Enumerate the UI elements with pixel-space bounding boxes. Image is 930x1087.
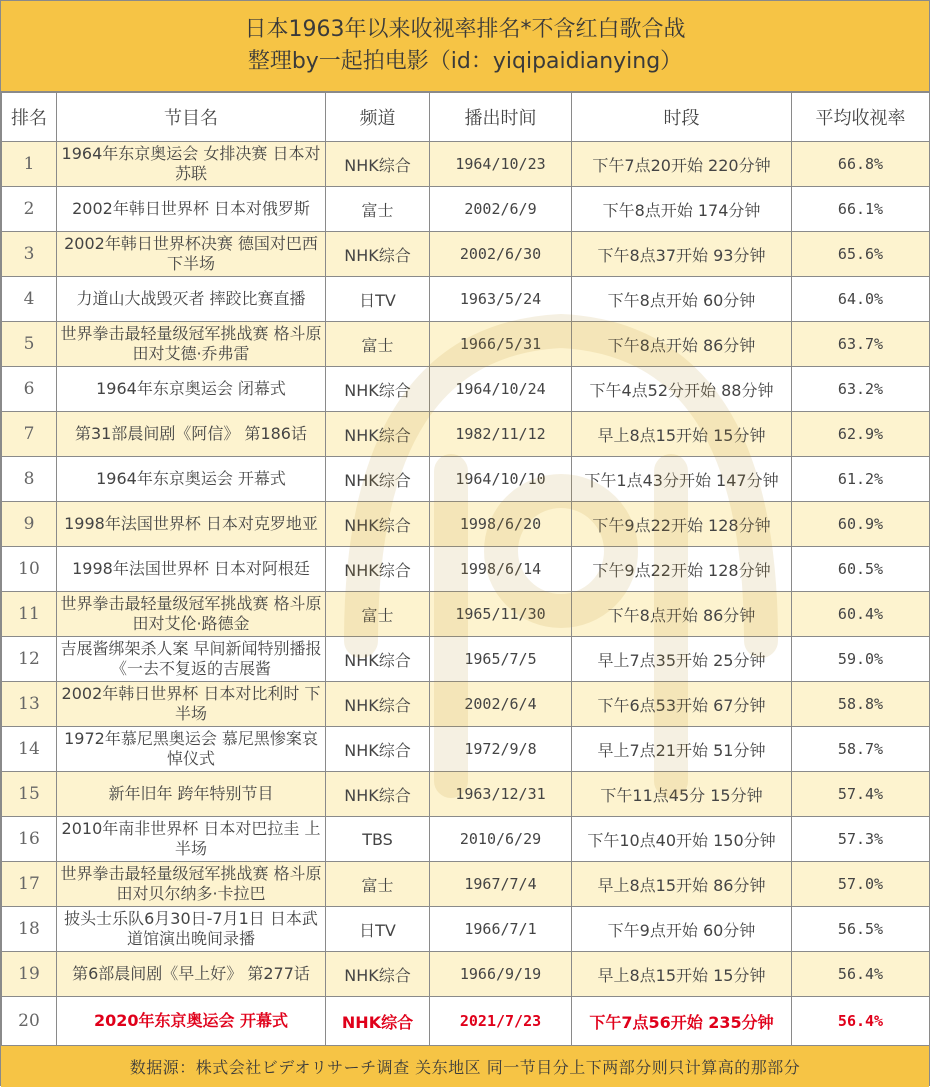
rank-cell: 2	[2, 187, 57, 232]
date-cell: 1998/6/14	[430, 547, 572, 592]
program-name-cell: 1998年法国世界杯 日本对阿根廷	[57, 547, 326, 592]
table-row	[2, 997, 930, 1046]
program-name-cell: 力道山大战毁灭者 摔跤比赛直播	[57, 277, 326, 322]
time-slot-cell: 下午7点20开始 220分钟	[572, 142, 792, 187]
rank-cell: 19	[2, 952, 57, 997]
program-name-cell: 1964年东京奥运会 闭幕式	[57, 367, 326, 412]
rank-cell: 1	[2, 142, 57, 187]
table-row	[2, 727, 930, 772]
channel-cell: NHK综合	[326, 997, 430, 1046]
program-name-cell: 第31部晨间剧《阿信》 第186话	[57, 412, 326, 457]
table-row	[2, 772, 930, 817]
channel-cell: NHK综合	[326, 457, 430, 502]
col-header-slot: 时段	[572, 93, 792, 142]
program-name-cell: 2002年韩日世界杯决赛 德国对巴西 下半场	[57, 232, 326, 277]
date-cell: 1982/11/12	[430, 412, 572, 457]
table-row	[2, 862, 930, 907]
rating-cell: 57.3%	[792, 817, 930, 862]
time-slot-cell: 下午6点53开始 67分钟	[572, 682, 792, 727]
title-banner	[1, 1, 929, 92]
table-row	[2, 457, 930, 502]
rank-cell: 5	[2, 322, 57, 367]
date-cell: 1998/6/20	[430, 502, 572, 547]
program-name-cell: 世界拳击最轻量级冠军挑战赛 格斗原田对艾伦·路德金	[57, 592, 326, 637]
rating-cell: 64.0%	[792, 277, 930, 322]
time-slot-cell: 早上7点21开始 51分钟	[572, 727, 792, 772]
date-cell: 1963/5/24	[430, 277, 572, 322]
time-slot-cell: 下午9点22开始 128分钟	[572, 547, 792, 592]
table-row	[2, 187, 930, 232]
rank-cell: 10	[2, 547, 57, 592]
channel-cell: NHK综合	[326, 727, 430, 772]
channel-cell: TBS	[326, 817, 430, 862]
rank-cell: 20	[2, 997, 57, 1046]
table-row	[2, 502, 930, 547]
channel-cell: 富士	[326, 322, 430, 367]
program-name-cell: 1972年慕尼黑奥运会 慕尼黑惨案哀悼仪式	[57, 727, 326, 772]
date-cell: 2021/7/23	[430, 997, 572, 1046]
date-cell: 1967/7/4	[430, 862, 572, 907]
program-name-cell: 新年旧年 跨年特别节目	[57, 772, 326, 817]
date-cell: 1965/11/30	[430, 592, 572, 637]
rank-cell: 11	[2, 592, 57, 637]
time-slot-cell: 下午4点52分开始 88分钟	[572, 367, 792, 412]
date-cell: 1964/10/24	[430, 367, 572, 412]
rank-cell: 4	[2, 277, 57, 322]
channel-cell: 富士	[326, 862, 430, 907]
rating-cell: 61.2%	[792, 457, 930, 502]
rating-cell: 63.2%	[792, 367, 930, 412]
rating-cell: 57.4%	[792, 772, 930, 817]
rating-cell: 60.5%	[792, 547, 930, 592]
rank-cell: 6	[2, 367, 57, 412]
time-slot-cell: 下午1点43分开始 147分钟	[572, 457, 792, 502]
channel-cell: NHK综合	[326, 142, 430, 187]
rating-cell: 57.0%	[792, 862, 930, 907]
date-cell: 1972/9/8	[430, 727, 572, 772]
program-name-cell: 2020年东京奥运会 开幕式	[57, 997, 326, 1046]
time-slot-cell: 下午7点56开始 235分钟	[572, 997, 792, 1046]
table-row	[2, 142, 930, 187]
channel-cell: NHK综合	[326, 367, 430, 412]
rating-cell: 56.4%	[792, 952, 930, 997]
program-name-cell: 2010年南非世界杯 日本对巴拉圭 上半场	[57, 817, 326, 862]
time-slot-cell: 下午9点开始 60分钟	[572, 907, 792, 952]
rank-cell: 9	[2, 502, 57, 547]
table-body	[2, 142, 930, 1046]
ratings-table	[1, 92, 930, 1046]
time-slot-cell: 早上7点35开始 25分钟	[572, 637, 792, 682]
table-row	[2, 412, 930, 457]
program-name-cell: 世界拳击最轻量级冠军挑战赛 格斗原田对艾德·乔弗雷	[57, 322, 326, 367]
date-cell: 2002/6/9	[430, 187, 572, 232]
time-slot-cell: 下午8点开始 86分钟	[572, 322, 792, 367]
col-header-channel: 频道	[326, 93, 430, 142]
rating-cell: 59.0%	[792, 637, 930, 682]
date-cell: 1965/7/5	[430, 637, 572, 682]
col-header-rank: 排名	[2, 93, 57, 142]
table-header-row	[2, 93, 930, 142]
channel-cell: 富士	[326, 592, 430, 637]
program-name-cell: 1964年东京奥运会 女排决赛 日本对苏联	[57, 142, 326, 187]
table-row	[2, 277, 930, 322]
program-name-cell: 2002年韩日世界杯 日本对俄罗斯	[57, 187, 326, 232]
col-header-program: 节目名	[57, 93, 326, 142]
channel-cell: NHK综合	[326, 637, 430, 682]
rating-cell: 63.7%	[792, 322, 930, 367]
program-name-cell: 吉展酱绑架杀人案 早间新闻特别播报 《一去不复返的吉展酱	[57, 637, 326, 682]
program-name-cell: 2002年韩日世界杯 日本对比利时 下半场	[57, 682, 326, 727]
date-cell: 2002/6/30	[430, 232, 572, 277]
rating-cell: 66.8%	[792, 142, 930, 187]
date-cell: 1964/10/10	[430, 457, 572, 502]
program-name-cell: 1998年法国世界杯 日本对克罗地亚	[57, 502, 326, 547]
table-row	[2, 592, 930, 637]
channel-cell: NHK综合	[326, 682, 430, 727]
table-row	[2, 322, 930, 367]
table-row	[2, 682, 930, 727]
title-line-2: 整理by一起拍电影（id：yiqipaidianying）	[247, 49, 683, 74]
rating-cell: 58.7%	[792, 727, 930, 772]
channel-cell: NHK综合	[326, 502, 430, 547]
time-slot-cell: 早上8点15开始 15分钟	[572, 412, 792, 457]
rating-cell: 60.9%	[792, 502, 930, 547]
date-cell: 1964/10/23	[430, 142, 572, 187]
rank-cell: 13	[2, 682, 57, 727]
table-row	[2, 952, 930, 997]
date-cell: 1963/12/31	[430, 772, 572, 817]
rank-cell: 18	[2, 907, 57, 952]
col-header-date: 播出时间	[430, 93, 572, 142]
time-slot-cell: 下午9点22开始 128分钟	[572, 502, 792, 547]
table-row	[2, 232, 930, 277]
col-header-rating: 平均收视率	[792, 93, 930, 142]
title-line-1: 日本1963年以来收视率排名*不含红白歌合战	[244, 17, 686, 42]
time-slot-cell: 下午10点40开始 150分钟	[572, 817, 792, 862]
rating-cell: 56.5%	[792, 907, 930, 952]
program-name-cell: 披头士乐队6月30日-7月1日 日本武道馆演出晚间录播	[57, 907, 326, 952]
time-slot-cell: 早上8点15开始 86分钟	[572, 862, 792, 907]
time-slot-cell: 下午8点37开始 93分钟	[572, 232, 792, 277]
rank-cell: 3	[2, 232, 57, 277]
rating-cell: 65.6%	[792, 232, 930, 277]
time-slot-cell: 下午8点开始 86分钟	[572, 592, 792, 637]
table-row	[2, 367, 930, 412]
rating-cell: 60.4%	[792, 592, 930, 637]
program-name-cell: 第6部晨间剧《早上好》 第277话	[57, 952, 326, 997]
rank-cell: 12	[2, 637, 57, 682]
channel-cell: NHK综合	[326, 772, 430, 817]
channel-cell: 日TV	[326, 907, 430, 952]
rating-cell: 62.9%	[792, 412, 930, 457]
channel-cell: 富士	[326, 187, 430, 232]
rating-cell: 66.1%	[792, 187, 930, 232]
date-cell: 1966/9/19	[430, 952, 572, 997]
date-cell: 1966/7/1	[430, 907, 572, 952]
time-slot-cell: 下午11点45分 15分钟	[572, 772, 792, 817]
table-row	[2, 907, 930, 952]
channel-cell: NHK综合	[326, 547, 430, 592]
program-name-cell: 世界拳击最轻量级冠军挑战赛 格斗原田对贝尔纳多·卡拉巴	[57, 862, 326, 907]
data-source-footer: 数据源：株式会社ビデオリサーチ调查 关东地区 同一节目分上下两部分则只计算高的那部分	[1, 1046, 929, 1087]
table-row	[2, 637, 930, 682]
rating-cell: 56.4%	[792, 997, 930, 1046]
rank-cell: 17	[2, 862, 57, 907]
rank-cell: 8	[2, 457, 57, 502]
channel-cell: NHK综合	[326, 952, 430, 997]
rating-cell: 58.8%	[792, 682, 930, 727]
table-row	[2, 817, 930, 862]
channel-cell: NHK综合	[326, 412, 430, 457]
channel-cell: NHK综合	[326, 232, 430, 277]
time-slot-cell: 早上8点15开始 15分钟	[572, 952, 792, 997]
rank-cell: 15	[2, 772, 57, 817]
date-cell: 2010/6/29	[430, 817, 572, 862]
date-cell: 1966/5/31	[430, 322, 572, 367]
rank-cell: 14	[2, 727, 57, 772]
rank-cell: 16	[2, 817, 57, 862]
date-cell: 2002/6/4	[430, 682, 572, 727]
program-name-cell: 1964年东京奥运会 开幕式	[57, 457, 326, 502]
channel-cell: 日TV	[326, 277, 430, 322]
time-slot-cell: 下午8点开始 174分钟	[572, 187, 792, 232]
time-slot-cell: 下午8点开始 60分钟	[572, 277, 792, 322]
table-row	[2, 547, 930, 592]
rank-cell: 7	[2, 412, 57, 457]
